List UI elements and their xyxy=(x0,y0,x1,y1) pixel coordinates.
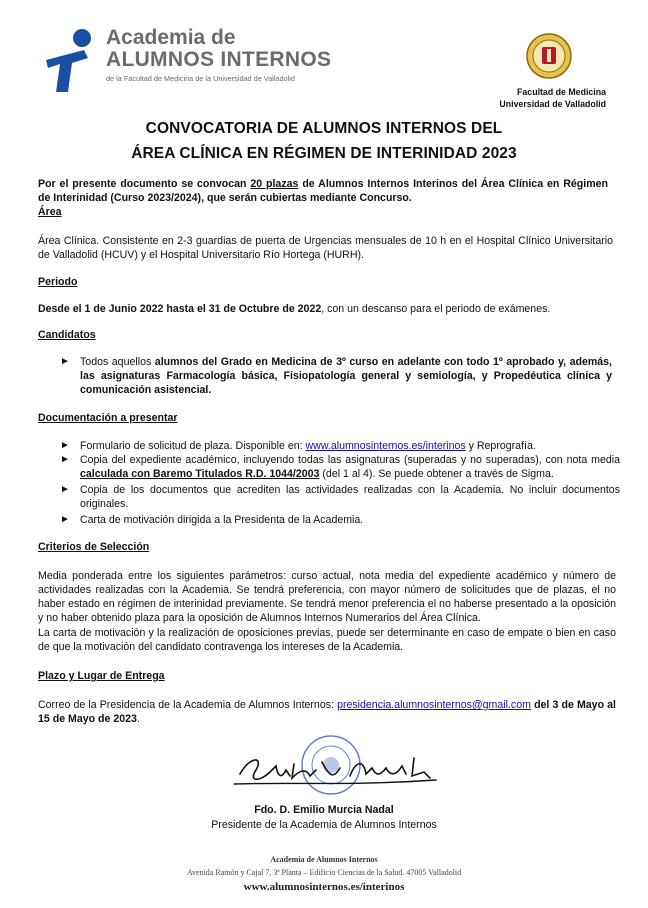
bullet-arrow-icon: ► xyxy=(60,484,70,495)
plazo-text xyxy=(38,698,616,726)
plazo-dates: del 3 de Mayo al 15 de Mayo de 2023 xyxy=(38,699,616,725)
document-title-line1: CONVOCATORIA DE ALUMNOS INTERNOS DEL xyxy=(145,120,503,137)
footer-address: Avenida Ramón y Cajal 7, 3ª Planta – Edificio Ciencias de la Salud. 47005 Valladolid xyxy=(186,868,462,877)
bullet-arrow-icon: ► xyxy=(60,514,70,525)
bullet-arrow-icon: ► xyxy=(60,454,70,465)
plazo-end: . xyxy=(136,713,140,725)
periodo-heading: Periodo xyxy=(38,276,78,288)
doc-item1-b: y Reprografía. xyxy=(465,440,536,452)
university-seal-icon xyxy=(526,33,572,79)
documentacion-heading: Documentación a presentar xyxy=(38,412,178,424)
periodo-dates: Desde el 1 de Junio 2022 hasta el 31 de Octubre de 2022 xyxy=(38,303,322,315)
documentacion-item-4 xyxy=(60,513,620,527)
doc-item2-a: Copia del expediente académico, incluyendo todas las asignaturas (superadas y no superadas), con nota media xyxy=(80,454,620,466)
faculty-name xyxy=(499,86,606,110)
area-heading: Área xyxy=(38,206,62,218)
plazo-heading: Plazo y Lugar de Entrega xyxy=(38,670,165,682)
signature-scribble-icon xyxy=(230,748,440,794)
doc-item1-a: Formulario de solicitud de plaza. Disponible en: xyxy=(80,440,306,452)
running-figure-icon xyxy=(38,26,108,96)
doc-item3: Copia de los documentos que acrediten las actividades realizadas con la Academia. No incluir documentos originales. xyxy=(80,484,620,510)
candidatos-item xyxy=(60,355,612,397)
logo-line3: de la Facultad de Medicina de la Universidad de Valladolid xyxy=(106,74,295,83)
faculty-line1: Facultad de Medicina xyxy=(517,87,606,97)
plazo-text-a: Correo de la Presidencia de la Academia de Alumnos Internos: xyxy=(38,699,338,711)
doc-item2-b: (del 1 al 4). Se puede obtener a través de Sigma. xyxy=(319,468,554,480)
intro-part2: de Alumnos Internos Interinos del Área Clínica en Régimen de Interinidad (Curso 2023/2024), que serán cubiertas mediante Concurso. xyxy=(38,178,608,204)
doc-item2-bold: calculada con Baremo Titulados R.D. 1044/2003 xyxy=(80,468,320,480)
university-seal xyxy=(526,33,572,79)
footer-website[interactable]: www.alumnosinternos.es/interinos xyxy=(243,881,405,893)
documentacion-item-3 xyxy=(60,483,620,511)
documentacion-item-1 xyxy=(60,439,620,453)
interinos-link[interactable]: www.alumnosinternos.es/interinos xyxy=(305,440,466,452)
academy-logo xyxy=(38,26,358,96)
candidatos-heading: Candidatos xyxy=(38,329,96,341)
handwritten-signature xyxy=(230,748,440,794)
intro-plazas: 20 plazas xyxy=(250,178,299,190)
candidatos-item-plain: Todos aquellos xyxy=(80,356,155,368)
document-title-line2: ÁREA CLÍNICA EN RÉGIMEN DE INTERINIDAD 2023 xyxy=(131,145,517,162)
intro-part1: Por el presente documento se convocan xyxy=(38,178,251,190)
signer-role: Presidente de la Academia de Alumnos Internos xyxy=(211,819,437,831)
signer-name: Fdo. D. Emilio Murcia Nadal xyxy=(254,804,394,816)
criterios-heading: Criterios de Selección xyxy=(38,541,150,553)
periodo-rest: , con un descanso para el periodo de exámenes. xyxy=(321,303,551,315)
candidatos-item-bold: alumnos del Grado en Medicina de 3º curso en adelante con todo 1º aprobado y, además, las asignaturas Farmacología básica, Fisiopatología general y semiología, y Propedéutica clínica y comunicación asistencial. xyxy=(80,356,613,396)
footer-academy: Academia de Alumnos Internos xyxy=(270,855,378,864)
criterios-para2: La carta de motivación y la realización de oposiciones previas, puede ser determinante en caso de empate o bien en caso de que la motivación del candidato contravenga los intereses de la Academia. xyxy=(38,627,616,653)
intro-paragraph xyxy=(38,177,608,205)
area-text: Área Clínica. Consistente en 2-3 guardias de puerta de Urgencias mensuales de 10 h en el Hospital Clínico Universitario de Valladolid (HCUV) y el Hospital Universitario Río Hortega (HURH). xyxy=(38,235,613,261)
presidencia-email-link[interactable]: presidencia.alumnosinternos@gmail.com xyxy=(337,699,531,711)
bullet-arrow-icon: ► xyxy=(60,440,70,451)
periodo-text xyxy=(38,302,618,316)
criterios-para1: Media ponderada entre los siguientes parámetros: curso actual, nota media del expediente académico y número de actividades realizadas con la Academia. Se tendrá preferencia, con mayor número de solicitudes que de plazas, el no haber estado en régimen de interinidad previamente. Se tendrá menor preferencia el no haberse presentado a la oposición y no haber obtenido plaza para la oposición de Alumnos Internos Numerarios del Área Clínica. xyxy=(38,570,616,624)
bullet-arrow-icon: ► xyxy=(60,356,70,367)
faculty-line2: Universidad de Valladolid xyxy=(499,99,606,109)
documentacion-item-2 xyxy=(60,453,620,481)
logo-line1: Academia de xyxy=(106,26,236,49)
logo-line2: ALUMNOS INTERNOS xyxy=(106,48,332,71)
doc-item4: Carta de motivación dirigida a la Presidenta de la Academia. xyxy=(80,514,364,526)
